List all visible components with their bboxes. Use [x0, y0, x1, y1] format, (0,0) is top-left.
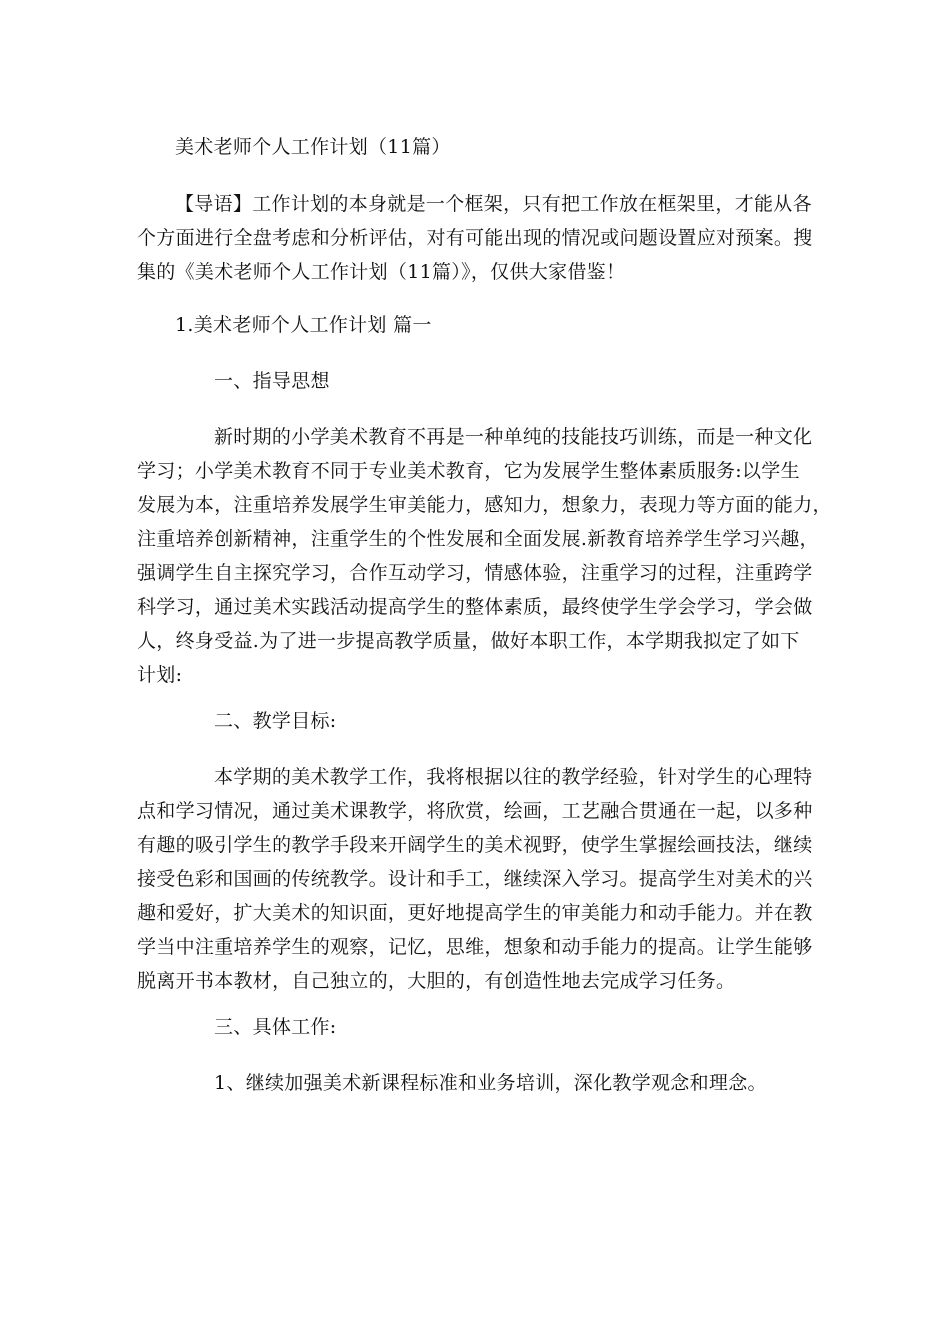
paragraph-line: 接受色彩和国画的传统教学。设计和手工，继续深入学习。提高学生对美术的兴	[137, 868, 813, 890]
paragraph-line: 学当中注重培养学生的观察，记忆，思维，想象和动手能力的提高。让学生能够	[137, 936, 813, 958]
intro-line: 【导语】工作计划的本身就是一个框架，只有把工作放在框架里，才能从各	[175, 193, 812, 215]
paragraph-line: 人，终身受益.为了进一步提高教学质量，做好本职工作，本学期我拟定了如下	[137, 630, 800, 652]
paragraph-line: 发展为本，注重培养发展学生审美能力，感知力，想象力，表现力等方面的能力，	[137, 494, 832, 516]
paragraph-line: 计划:	[137, 664, 183, 686]
intro-paragraph-cont	[137, 221, 813, 289]
paragraph-line: 学习；小学美术教育不同于专业美术教育，它为发展学生整体素质服务:以学生	[137, 460, 800, 482]
subheading-specific-work: 三、具体工作:	[214, 1016, 337, 1038]
intro-line: 个方面进行全盘考虑和分析评估，对有可能出现的情况或问题设置应对预案。搜	[137, 227, 813, 249]
paragraph-line: 注重培养创新精神，注重学生的个性发展和全面发展.新教育培养学生学习兴趣，	[137, 528, 819, 550]
paragraph-line: 强调学生自主探究学习，合作互动学习，情感体验，注重学习的过程，注重跨学	[137, 562, 813, 584]
paragraph-line: 本学期的美术教学工作，我将根据以往的教学经验，针对学生的心理特	[214, 766, 813, 788]
paragraph-line: 科学习，通过美术实践活动提高学生的整体素质，最终使学生学会学习，学会做	[137, 596, 813, 618]
document-title: 美术老师个人工作计划（11篇）	[175, 136, 451, 158]
work-item-1: 1、继续加强美术新课程标准和业务培训，深化教学观念和理念。	[214, 1072, 767, 1094]
paragraph-line: 有趣的吸引学生的教学手段来开阔学生的美术视野，使学生掌握绘画技法，继续	[137, 834, 813, 856]
subheading-teaching-goals: 二、教学目标:	[214, 710, 337, 732]
paragraph-line: 新时期的小学美术教育不再是一种单纯的技能技巧训练，而是一种文化	[214, 426, 813, 448]
paragraph-teaching-goals	[214, 760, 812, 794]
intro-line: 集的《美术老师个人工作计划（11篇）》，仅供大家借鉴！	[137, 261, 626, 283]
paragraph-line: 点和学习情况，通过美术课教学，将欣赏，绘画，工艺融合贯通在一起，以多种	[137, 800, 813, 822]
intro-paragraph	[175, 187, 812, 221]
subheading-guiding-thought: 一、指导思想	[214, 370, 330, 392]
paragraph-line: 脱离开书本教材，自己独立的，大胆的，有创造性地去完成学习任务。	[137, 970, 736, 992]
paragraph-teaching-goals-cont	[137, 794, 813, 998]
section-heading: 1.美术老师个人工作计划 篇一	[175, 314, 432, 336]
paragraph-guiding-thought	[214, 420, 812, 454]
paragraph-line: 趣和爱好，扩大美术的知识面，更好地提高学生的审美能力和动手能力。并在教	[137, 902, 813, 924]
paragraph-guiding-thought-cont	[137, 454, 832, 692]
